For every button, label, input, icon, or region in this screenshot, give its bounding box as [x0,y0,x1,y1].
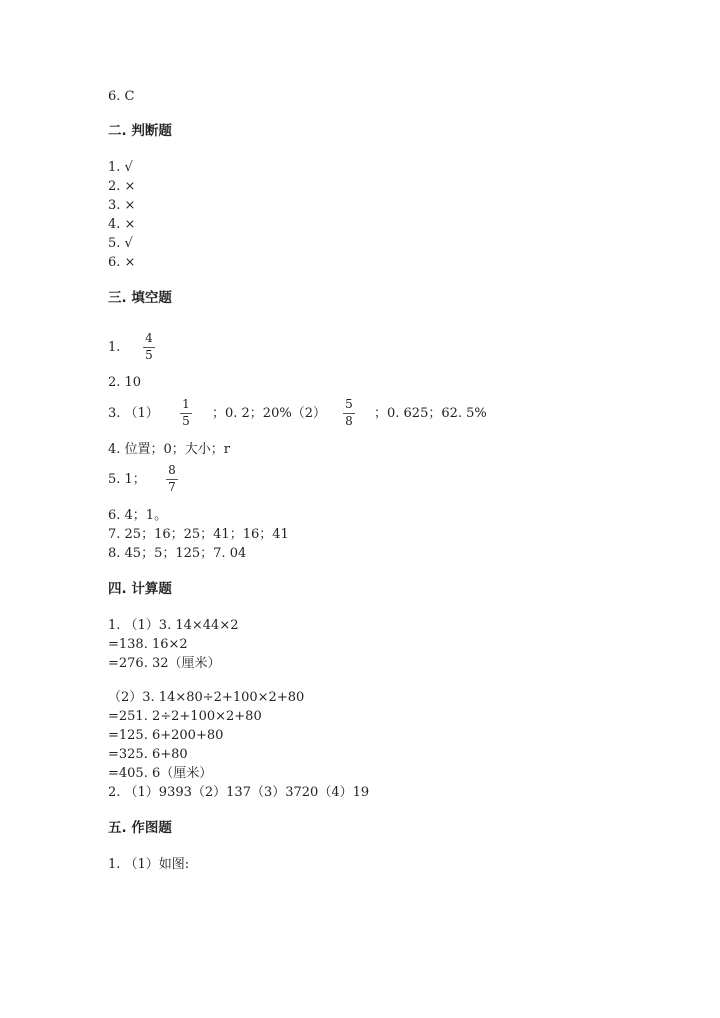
calc-line: =325. 6+80 [108,747,188,762]
answer-label: 1. [108,340,121,355]
answer-line: 2. 10 [108,375,142,390]
fraction-numerator: 8 [168,463,176,477]
answer-line: 8. 45；5；125；7. 04 [108,546,247,561]
answer-text: ；0. 625；62. 5% [374,406,487,421]
answer-line: 5. √ [108,236,133,251]
fraction-denominator: 8 [345,414,353,428]
fraction-denominator: 5 [145,348,153,362]
calc-line: =138. 16×2 [108,637,188,652]
fraction [343,398,355,428]
fraction [166,464,178,494]
answer-label: 3. （1） [108,406,159,421]
fraction-numerator: 1 [182,397,190,411]
fraction-denominator: 7 [168,480,176,494]
answer-line: 1. （1）如图: [108,857,190,872]
section-heading-judgement: 二. 判断题 [108,123,172,139]
answer-label: 5. 1； [108,472,146,487]
answer-line: 6. × [108,255,136,270]
calc-line: =251. 2÷2+100×2+80 [108,709,262,724]
answer-line: 4. × [108,217,136,232]
answer-line: 7. 25；16；25；41；16；41 [108,527,289,542]
calc-line: =125. 6+200+80 [108,728,224,743]
calc-line: （2）3. 14×80÷2+100×2+80 [108,690,305,705]
calc-line: 1. （1）3. 14×44×2 [108,618,239,633]
answer-text: ；0. 2；20%（2） [212,406,326,421]
answer-line: 4. 位置；0；大小；r [108,442,231,457]
fraction-numerator: 4 [145,331,153,345]
calc-line: =276. 32（厘米） [108,656,221,671]
answer-line: 1. √ [108,160,133,175]
fraction-numerator: 5 [345,397,353,411]
answer-line: 3. × [108,198,136,213]
section-heading-calculation: 四. 计算题 [108,581,172,597]
fraction [143,332,155,362]
fraction-denominator: 5 [182,414,190,428]
calc-line: 2. （1）9393（2）137（3）3720（4）19 [108,785,370,800]
fraction [180,398,192,428]
calc-line: =405. 6（厘米） [108,766,213,781]
answer-line: 2. × [108,179,136,194]
answer-line: 6. C [108,89,135,104]
section-heading-fill-in: 三. 填空题 [108,290,172,306]
section-heading-drawing: 五. 作图题 [108,820,172,836]
answer-line: 6. 4；1。 [108,508,168,523]
